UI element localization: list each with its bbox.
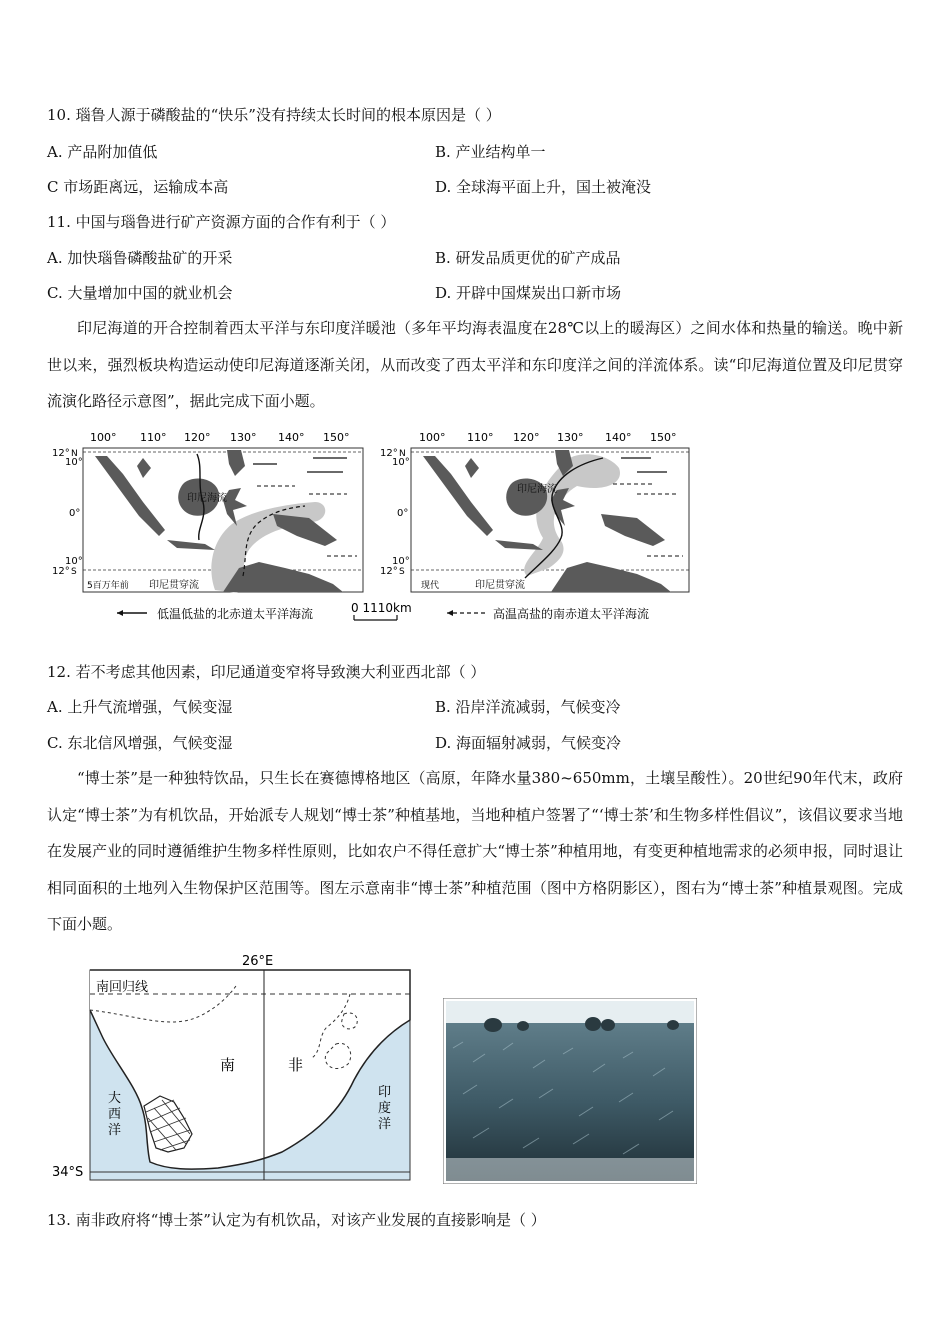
question-10-option-d[interactable]: D. 全球海平面上升，国土被淹没 [435, 178, 652, 196]
photo-field [446, 1023, 694, 1181]
map-5-million-years-ago [52, 431, 363, 593]
photo-sky [446, 1001, 694, 1023]
lat-label-s-r: S [399, 567, 405, 577]
figure-legend [117, 601, 649, 621]
rooibos-landscape-photo [443, 998, 697, 1184]
lon-label-130-r: 130° [557, 431, 584, 444]
sea-label-right: 印尼海流 [517, 484, 557, 495]
question-12-option-d[interactable]: D. 海面辐射减弱，气候变冷 [435, 734, 622, 752]
lat-label-0: 0° [69, 508, 81, 519]
lon-label-150: 150° [323, 431, 350, 444]
indian-char-1: 印 [378, 1085, 392, 1100]
country-char-1: 南 [220, 1056, 236, 1074]
question-12-option-a[interactable]: A. 上升气流增强，气候变湿 [47, 698, 233, 716]
legend-dashed-label: 高温高盐的南赤道太平洋海流 [493, 607, 650, 621]
lon-label-110-r: 110° [467, 431, 494, 444]
foreground-rocks [446, 1158, 694, 1181]
atlantic-char-2: 西 [108, 1107, 122, 1122]
lon-label-130: 130° [230, 431, 257, 444]
lat-label-12s: 12° [52, 566, 70, 577]
tropic-label: 南回归线 [96, 980, 149, 995]
indian-char-2: 度 [378, 1101, 392, 1116]
question-10-option-b[interactable]: B. 产业结构单一 [435, 143, 546, 161]
lat-label-10s-r: 10° [392, 556, 410, 567]
legend-solid-arrowhead [117, 610, 123, 616]
lat-label-0-r: 0° [397, 508, 409, 519]
question-12-option-b[interactable]: B. 沿岸洋流减弱，气候变冷 [435, 698, 621, 716]
map-present-day [380, 431, 689, 592]
lon-label-100: 100° [90, 431, 117, 444]
question-12-stem: 12. 若不考虑其他因素，印尼通道变窄将导致澳大利亚西北部（ ） [47, 663, 486, 681]
sea-label-left: 印尼海流 [187, 493, 227, 504]
passage-indonesian-seaway: 印尼海道的开合控制着西太平洋与东印度洋暖池（多年平均海表温度在28℃以上的暖海区）之间水体和热量的输送。晚中新世以来，强烈板块构造运动使印尼海道逐渐关闭，从而改变了西太平洋和东印度洋之间的洋流体系。读“印尼海道位置及印尼贯穿流演化路径示意图”，据此完成下面小题。 [47, 319, 903, 410]
legend-solid-label: 低温低盐的北赤道太平洋海流 [157, 607, 314, 621]
question-11-option-c[interactable]: C. 大量增加中国的就业机会 [47, 284, 233, 302]
question-12-option-c[interactable]: C. 东北信风增强，气候变湿 [47, 734, 233, 752]
lat-label-10n-r: 10° [392, 457, 410, 468]
lat-34s-label: 34°S [52, 1165, 84, 1180]
question-13-stem: 13. 南非政府将“博士茶”认定为有机饮品，对该产业发展的直接影响是（ ） [47, 1211, 546, 1229]
legend-scale-label: 0 1110km [351, 601, 412, 615]
lon-label-100-r: 100° [419, 431, 446, 444]
legend-dashed-arrowhead [447, 610, 453, 616]
question-11-option-d[interactable]: D. 开辟中国煤炭出口新市场 [435, 284, 622, 302]
indian-char-3: 洋 [378, 1117, 392, 1132]
lon-label-140: 140° [278, 431, 305, 444]
throughflow-label-left: 印尼贯穿流 [149, 580, 199, 591]
lat-label-12n-r: 12° [380, 448, 398, 459]
era-label-left: 5百万年前 [87, 581, 129, 591]
lat-label-n: N [71, 449, 78, 459]
lon-label-120-r: 120° [513, 431, 540, 444]
lat-label-10n: 10° [65, 457, 83, 468]
lon-label-150-r: 150° [650, 431, 677, 444]
era-label-right: 现代 [421, 581, 440, 591]
question-10-option-c[interactable]: C 市场距离远，运输成本高 [47, 178, 229, 196]
question-10-stem: 10. 瑙鲁人源于磷酸盐的“快乐”没有持续太长时间的根本原因是（ ） [47, 106, 501, 124]
question-11-stem: 11. 中国与瑙鲁进行矿产资源方面的合作有利于（ ） [47, 213, 396, 231]
lon-label-120: 120° [184, 431, 211, 444]
lat-label-10s: 10° [65, 556, 83, 567]
lon-label-110: 110° [140, 431, 167, 444]
question-11-option-b[interactable]: B. 研发品质更优的矿产成品 [435, 249, 621, 267]
atlantic-char-3: 洋 [108, 1123, 122, 1138]
lat-label-12s-r: 12° [380, 566, 398, 577]
lat-label-n-r: N [399, 449, 406, 459]
south-africa-rooibos-map [50, 950, 420, 1185]
lon-label-140-r: 140° [605, 431, 632, 444]
question-10-option-a[interactable]: A. 产品附加值低 [47, 143, 158, 161]
lat-label-s: S [71, 567, 77, 577]
lat-label-12n: 12° [52, 448, 70, 459]
meridian-label: 26°E [242, 954, 274, 969]
country-char-2: 非 [288, 1056, 304, 1074]
atlantic-char-1: 大 [108, 1091, 122, 1106]
passage-rooibos-tea: “博士茶”是一种独特饮品，只生长在赛德博格地区（高原，年降水量380~650mm，土壤呈酸性）。20世纪90年代末，政府认定“博士茶”为有机饮品，开始派专人规划“博士茶”种植基地，当地种植户签署了“‘博士茶’和生物多样性倡议”，该倡议要求当地在发展产业的同时遵循维护生物多样性原则，比如农户不得任意扩大“博士茶”种植用地，有变更种植地需求的必须申报，同时退让相同面积的土地列入生物保护区范围等。图左示意南非“博士茶”种植范围（图中方格阴影区），图右为“博士茶”种植景观图。完成下面小题。 [47, 769, 903, 933]
indonesian-throughflow-figure [47, 428, 707, 628]
throughflow-label-right: 印尼贯穿流 [475, 580, 525, 591]
question-11-option-a[interactable]: A. 加快瑙鲁磷酸盐矿的开采 [47, 249, 233, 267]
